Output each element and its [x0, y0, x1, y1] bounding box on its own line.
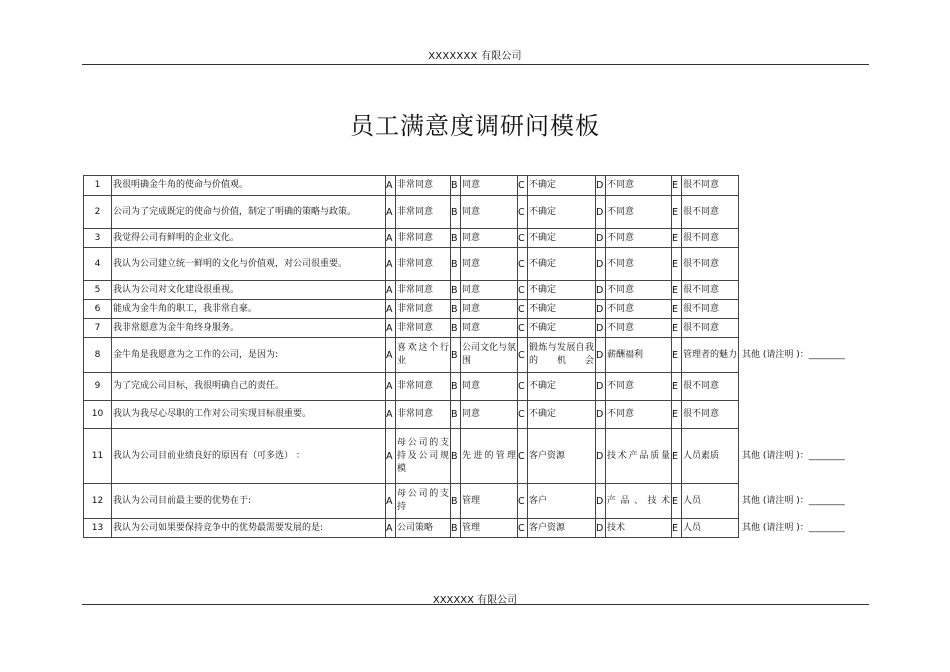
option-a-text: 非常同意 — [396, 176, 451, 196]
option-e-letter: E — [672, 373, 682, 401]
survey-table — [83, 175, 869, 538]
option-a-text: 非常同意 — [396, 229, 451, 248]
option-a-text: 非常同意 — [396, 281, 451, 300]
option-d-text: 不同意 — [606, 300, 672, 319]
option-d-text: 不同意 — [606, 281, 672, 300]
table-row — [84, 281, 869, 300]
option-d-letter: D — [596, 429, 606, 484]
option-a-letter: A — [386, 229, 396, 248]
option-b-text: 同意 — [461, 281, 518, 300]
question-text: 我很明确金牛角的使命与价值观。 — [112, 176, 386, 196]
option-a-letter: A — [386, 338, 396, 373]
option-c-text: 不确定 — [528, 401, 596, 429]
option-d-letter: D — [596, 196, 606, 229]
option-b-letter: B — [451, 484, 461, 519]
page-header: XXXXXXX 有限公司 — [428, 51, 522, 62]
option-c-text: 不确定 — [528, 300, 596, 319]
question-text: 我觉得公司有鲜明的企业文化。 — [112, 229, 386, 248]
option-b-text: 同意 — [461, 401, 518, 429]
other-specify — [739, 176, 869, 196]
question-number: 6 — [84, 300, 112, 319]
option-c-text: 不确定 — [528, 373, 596, 401]
question-text: 我非常愿意为金牛角终身服务。 — [112, 319, 386, 338]
option-d-letter: D — [596, 281, 606, 300]
option-c-letter: C — [518, 401, 528, 429]
option-e-text: 很不同意 — [682, 401, 739, 429]
option-c-text: 不确定 — [528, 176, 596, 196]
other-specify — [739, 401, 869, 429]
option-b-text: 同意 — [461, 319, 518, 338]
option-a-letter: A — [386, 176, 396, 196]
option-b-letter: B — [451, 429, 461, 484]
table-row — [84, 373, 869, 401]
option-c-text: 客户资源 — [528, 429, 596, 484]
option-b-letter: B — [451, 519, 461, 538]
option-b-letter: B — [451, 229, 461, 248]
option-a-letter: A — [386, 519, 396, 538]
option-e-letter: E — [672, 176, 682, 196]
option-e-text: 人员素质 — [682, 429, 739, 484]
question-text: 我认为公司建立统一鲜明的文化与价值观，对公司很重要。 — [112, 248, 386, 281]
option-b-text: 同意 — [461, 196, 518, 229]
option-b-text: 公司文化与氛围 — [461, 338, 518, 373]
option-d-text: 薪酬福利 — [606, 338, 672, 373]
other-specify: 其他 (请注明 )：________ — [742, 349, 845, 360]
table-row — [84, 519, 869, 538]
option-b-letter: B — [451, 196, 461, 229]
option-e-text: 很不同意 — [682, 300, 739, 319]
option-a-text: 母公司的支持 — [396, 484, 451, 519]
table-row — [84, 300, 869, 319]
option-b-letter: B — [451, 248, 461, 281]
question-number: 9 — [84, 373, 112, 401]
question-number: 2 — [84, 196, 112, 229]
page-footer: XXXXXX 有限公司 — [432, 595, 518, 606]
option-c-letter: C — [518, 373, 528, 401]
table-row — [84, 484, 869, 519]
option-d-text: 产品、技术 — [606, 484, 672, 519]
option-d-letter: D — [596, 338, 606, 373]
other-specify — [739, 248, 869, 281]
question-text: 我认为公司对文化建设很重视。 — [112, 281, 386, 300]
option-d-text: 不同意 — [606, 248, 672, 281]
option-e-letter: E — [672, 281, 682, 300]
option-b-letter: B — [451, 338, 461, 373]
option-a-letter: A — [386, 429, 396, 484]
option-e-letter: E — [672, 229, 682, 248]
option-a-letter: A — [386, 248, 396, 281]
question-text: 公司为了完成既定的使命与价值，制定了明确的策略与政策。 — [112, 196, 386, 229]
option-d-letter: D — [596, 401, 606, 429]
option-a-text: 喜欢这个行业 — [396, 338, 451, 373]
other-specify — [739, 300, 869, 319]
option-e-text: 人员 — [682, 519, 739, 538]
other-specify — [739, 373, 869, 401]
option-b-letter: B — [451, 300, 461, 319]
option-a-text: 非常同意 — [396, 196, 451, 229]
option-d-letter: D — [596, 229, 606, 248]
table-row — [84, 338, 869, 373]
option-c-letter: C — [518, 176, 528, 196]
option-a-letter: A — [386, 373, 396, 401]
option-b-letter: B — [451, 281, 461, 300]
option-c-text: 不确定 — [528, 248, 596, 281]
option-e-text: 很不同意 — [682, 248, 739, 281]
option-e-text: 很不同意 — [682, 176, 739, 196]
option-b-text: 同意 — [461, 176, 518, 196]
option-a-text: 非常同意 — [396, 319, 451, 338]
option-a-text: 非常同意 — [396, 373, 451, 401]
option-a-text: 公司策略 — [396, 519, 451, 538]
question-text: 金牛角是我愿意为之工作的公司，是因为: — [112, 338, 386, 373]
question-number: 1 — [84, 176, 112, 196]
other-specify — [739, 229, 869, 248]
option-b-text: 先进的管理 — [461, 429, 518, 484]
option-d-text: 不同意 — [606, 401, 672, 429]
other-specify: 其他 (请注明 )：________ — [742, 522, 845, 533]
option-e-letter: E — [672, 401, 682, 429]
option-c-letter: C — [518, 248, 528, 281]
option-d-text: 不同意 — [606, 319, 672, 338]
option-e-letter: E — [672, 248, 682, 281]
option-e-letter: E — [672, 300, 682, 319]
question-number: 10 — [84, 401, 112, 429]
option-a-text: 非常同意 — [396, 248, 451, 281]
footer-rule — [82, 604, 869, 605]
option-e-text: 管理者的魅力 — [682, 338, 739, 373]
question-text: 我认为公司目前最主要的优势在于: — [112, 484, 386, 519]
table-row — [84, 248, 869, 281]
option-c-text: 不确定 — [528, 196, 596, 229]
option-e-letter: E — [672, 429, 682, 484]
option-e-letter: E — [672, 484, 682, 519]
option-d-letter: D — [596, 319, 606, 338]
option-b-text: 同意 — [461, 300, 518, 319]
option-a-letter: A — [386, 484, 396, 519]
option-b-text: 管理 — [461, 519, 518, 538]
question-text: 我认为公司目前业绩良好的原因有（可多选） ： — [112, 429, 386, 484]
option-d-letter: D — [596, 484, 606, 519]
option-b-text: 同意 — [461, 373, 518, 401]
option-a-text: 母公司的支持及公司规模 — [396, 429, 451, 484]
option-d-letter: D — [596, 300, 606, 319]
option-a-letter: A — [386, 281, 396, 300]
option-c-letter: C — [518, 300, 528, 319]
question-number: 8 — [84, 338, 112, 373]
option-e-letter: E — [672, 196, 682, 229]
table-row — [84, 429, 869, 484]
other-specify — [739, 319, 869, 338]
option-c-text: 客户资源 — [528, 519, 596, 538]
question-number: 5 — [84, 281, 112, 300]
option-e-text: 很不同意 — [682, 196, 739, 229]
table-row — [84, 319, 869, 338]
option-b-text: 管理 — [461, 484, 518, 519]
table-row — [84, 229, 869, 248]
option-d-text: 不同意 — [606, 229, 672, 248]
option-a-letter: A — [386, 196, 396, 229]
option-c-letter: C — [518, 281, 528, 300]
option-e-letter: E — [672, 319, 682, 338]
option-a-text: 非常同意 — [396, 300, 451, 319]
option-c-letter: C — [518, 319, 528, 338]
question-text: 能成为金牛角的职工，我非常自豪。 — [112, 300, 386, 319]
option-e-text: 很不同意 — [682, 281, 739, 300]
option-e-letter: E — [672, 338, 682, 373]
option-d-letter: D — [596, 519, 606, 538]
question-number: 12 — [84, 484, 112, 519]
option-a-letter: A — [386, 319, 396, 338]
option-d-letter: D — [596, 373, 606, 401]
option-c-letter: C — [518, 519, 528, 538]
option-c-letter: C — [518, 338, 528, 373]
option-e-text: 很不同意 — [682, 229, 739, 248]
question-number: 7 — [84, 319, 112, 338]
option-d-text: 不同意 — [606, 196, 672, 229]
other-specify — [739, 196, 869, 229]
other-specify — [739, 281, 869, 300]
question-number: 4 — [84, 248, 112, 281]
document-title: 员工满意度调研问模板 — [350, 112, 600, 140]
option-c-text: 不确定 — [528, 319, 596, 338]
option-d-text: 不同意 — [606, 176, 672, 196]
option-e-text: 人员 — [682, 484, 739, 519]
option-c-text: 不确定 — [528, 281, 596, 300]
header-rule — [82, 64, 869, 65]
question-text: 为了完成公司目标，我很明确自己的责任。 — [112, 373, 386, 401]
option-b-letter: B — [451, 319, 461, 338]
option-e-text: 很不同意 — [682, 319, 739, 338]
table-row — [84, 196, 869, 229]
option-c-text: 客户 — [528, 484, 596, 519]
option-d-text: 不同意 — [606, 373, 672, 401]
option-e-letter: E — [672, 519, 682, 538]
option-d-letter: D — [596, 248, 606, 281]
option-b-text: 同意 — [461, 248, 518, 281]
table-row — [84, 176, 869, 196]
option-b-letter: B — [451, 373, 461, 401]
option-c-letter: C — [518, 429, 528, 484]
option-c-text: 锻炼与发展自我的机会 — [528, 338, 596, 373]
option-b-letter: B — [451, 401, 461, 429]
option-c-letter: C — [518, 484, 528, 519]
option-b-text: 同意 — [461, 229, 518, 248]
question-number: 13 — [84, 519, 112, 538]
option-d-text: 技术 — [606, 519, 672, 538]
question-text: 我认为我尽心尽职的工作对公司实现目标很重要。 — [112, 401, 386, 429]
other-specify: 其他 (请注明 )：________ — [742, 495, 845, 506]
option-c-text: 不确定 — [528, 229, 596, 248]
option-c-letter: C — [518, 196, 528, 229]
option-a-letter: A — [386, 401, 396, 429]
option-d-letter: D — [596, 176, 606, 196]
option-c-letter: C — [518, 229, 528, 248]
question-text: 我认为公司如果要保持竞争中的优势最需要发展的是: — [112, 519, 386, 538]
option-d-text: 技术产品质量 — [606, 429, 672, 484]
option-b-letter: B — [451, 176, 461, 196]
question-number: 3 — [84, 229, 112, 248]
question-number: 11 — [84, 429, 112, 484]
option-a-letter: A — [386, 300, 396, 319]
other-specify: 其他 (请注明 )：________ — [742, 450, 845, 461]
option-e-text: 很不同意 — [682, 373, 739, 401]
table-row — [84, 401, 869, 429]
option-a-text: 非常同意 — [396, 401, 451, 429]
